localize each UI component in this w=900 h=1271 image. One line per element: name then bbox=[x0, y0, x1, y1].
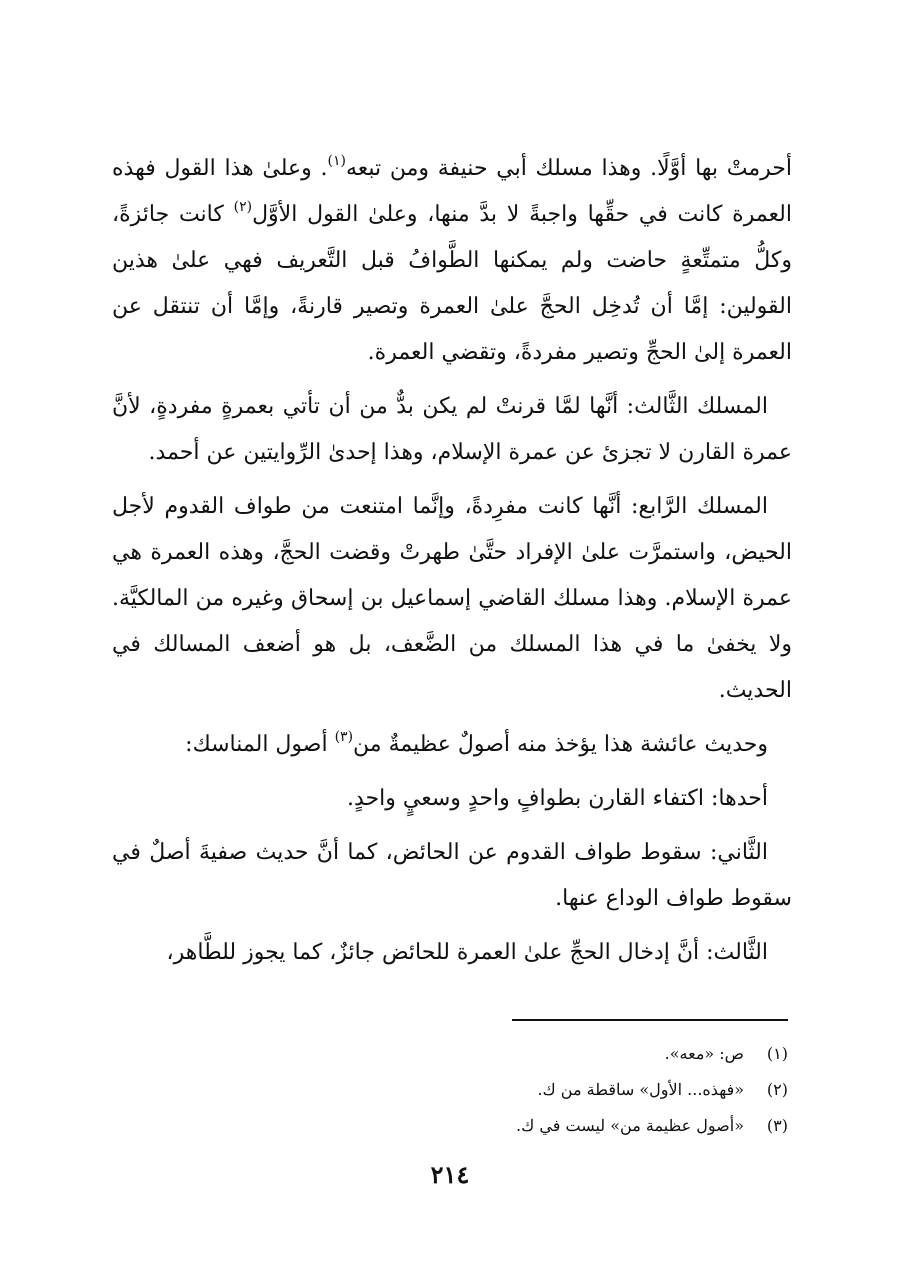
paragraph-1 bbox=[112, 146, 792, 376]
footnotes bbox=[300, 1036, 788, 1144]
footnote-number: (٣) bbox=[766, 1116, 788, 1135]
footnote-text: ص: «معه». bbox=[664, 1044, 744, 1063]
footnote-number: (٢) bbox=[766, 1080, 788, 1099]
footnote-item bbox=[300, 1072, 788, 1108]
paragraph-6: الثَّاني: سقوط طواف القدوم عن الحائض، كما أنَّ حديث صفيةَ أصلٌ في سقوط طواف الوداع عنها. bbox=[112, 840, 792, 911]
footnote-ref-2: (٢) bbox=[233, 199, 253, 215]
paragraph-7: الثَّالث: أنَّ إدخال الحجِّ علىٰ العمرة للحائض جائزٌ، كما يجوز للطَّاهر، bbox=[166, 940, 768, 965]
paragraph-1-part-3: كانت جائزةً، وكلُّ متمتِّعةٍ حاضت ولم يمكنها الطَّوافُ قبل التَّعريف فهي علىٰ هذين القولين: إمَّا أن تُدخِل الحجَّ علىٰ العمرة وتصير قارنةً، وإمَّا أن تنتقل عن العمرة إلىٰ الحجِّ وتصير مفردةً، وتقضي العمرة. bbox=[112, 202, 792, 365]
paragraph-5: أحدها: اكتفاء القارن بطوافٍ واحدٍ وسعيٍ واحدٍ. bbox=[347, 786, 768, 811]
footnote-text: «أصول عظيمة من» ليست في ك. bbox=[516, 1116, 744, 1135]
footnote-number: (١) bbox=[766, 1044, 788, 1063]
paragraph-2: المسلك الثَّالث: أنَّها لمَّا قرنتْ لم يكن بدٌّ من أن تأتي بعمرةٍ مفردةٍ، لأنَّ عمرة القارن لا تجزئ عن عمرة الإسلام، وهذا إحدىٰ الرِّوايتين عن أحمد. bbox=[112, 394, 792, 465]
footnote-ref-3: (٣) bbox=[334, 729, 354, 745]
footnote-item bbox=[300, 1108, 788, 1144]
paragraph-4-part-1: وحديث عائشة هذا يؤخذ منه أصولٌ عظيمةٌ من bbox=[353, 732, 768, 757]
main-text bbox=[112, 146, 792, 984]
paragraph-4-part-2: أصول المناسك: bbox=[185, 732, 335, 757]
page-number: ٢١٤ bbox=[430, 1160, 470, 1189]
paragraph-4 bbox=[112, 722, 792, 768]
footnote-ref-1: (١) bbox=[327, 153, 346, 169]
paragraph-1-part-1: أحرمتْ بها أوَّلًا. وهذا مسلك أبي حنيفة ومن تبعه bbox=[345, 156, 792, 181]
paragraph-3: المسلك الرَّابع: أنَّها كانت مفرِدةً، وإنَّما امتنعت من طواف القدوم لأجل الحيض، واستمرَّت علىٰ الإفراد حتَّىٰ طهرتْ وقضت الحجَّ، وهذه العمرة هي عمرة الإسلام. وهذا مسلك القاضي إسماعيل بن إسحاق وغيره من المالكيَّة. ولا يخفىٰ ما في هذا المسلك من الضَّعف، بل هو أضعف المسالك في الحديث. bbox=[112, 494, 792, 703]
paragraph-1-part-2: . وعلىٰ هذا القول فهذه العمرة كانت في حقِّها واجبةً لا بدَّ منها، وعلىٰ القول الأوَّل bbox=[112, 156, 792, 227]
footnote-text: «فهذه... الأول» ساقطة من ك. bbox=[537, 1080, 744, 1099]
footnote-item bbox=[300, 1036, 788, 1072]
footnote-separator bbox=[512, 1019, 788, 1021]
